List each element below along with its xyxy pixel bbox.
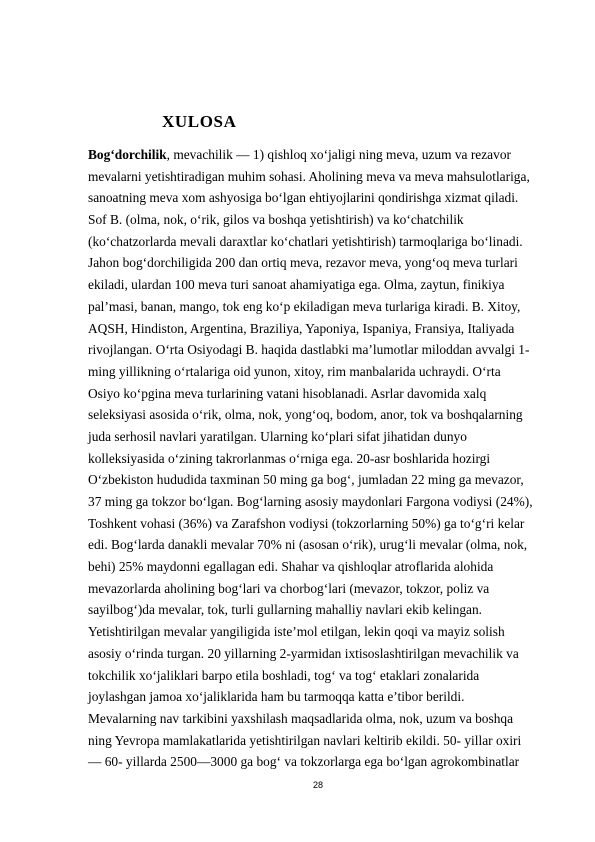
page-number: 28	[312, 780, 323, 790]
text-line: joylashgan jamoa xo‘jaliklarida ham bu tarmoqqa katta e’tibor berildi.	[88, 689, 465, 705]
page-title: XULOSA	[162, 112, 237, 131]
defined-term: Bog‘dorchilik	[88, 147, 167, 162]
text-line: seleksiyasi asosida o‘rik, olma, nok, yong‘oq, bodom, anor, tok va boshqalarning	[88, 407, 523, 423]
body-text	[88, 144, 558, 773]
text-line: pal’masi, banan, mango, tok eng ko‘p ekiladigan meva turlariga kiradi. B. Xitoy,	[88, 298, 521, 314]
text-line: 37 ming ga tokzor bo‘lgan. Bog‘larning asosiy maydonlari Fargona vodiysi (24%),	[88, 494, 533, 509]
text-line: Sof B. (olma, nok, o‘rik, gilos va boshqa yetishtirish) va ko‘chatchilik	[88, 212, 464, 228]
text-line: Yetishtirilgan mevalar yangiligida iste’mol etilgan, lekin qoqi va mayiz solish	[88, 624, 505, 640]
text-line: rivojlangan. O‘rta Osiyodagi B. haqida dastlabki ma’lumotlar miloddan avvalgi 1-	[88, 342, 530, 358]
text-line: asosiy o‘rinda turgan. 20 yillarning 2-yarmidan ixtisoslashtirilgan mevachilik va	[88, 645, 519, 661]
text-line: mevazorlarda aholining bog‘lari va chorbog‘lari (mevazor, tokzor, poliz va	[88, 580, 490, 596]
text-line: Jahon bog‘dorchiligida 200 dan ortiq meva, rezavor meva, yong‘oq meva turlari	[88, 255, 518, 271]
text-line: mevalarni yetishtiradigan muhim sohasi. Aholining meva va meva mahsulotlariga,	[88, 168, 530, 184]
text-line: Mevalarning nav tarkibini yaxshilash maqsadlarida olma, nok, uzum va boshqa	[88, 710, 514, 726]
text-line-1	[88, 144, 558, 166]
text-line: — 60- yillarda 2500—3000 ga bog‘ va tokzorlarga ega bo‘lgan agrokombinatlar	[88, 754, 520, 770]
text-line: sayilbog‘)da mevalar, tok, turli gullarning mahalliy navlari ekib kelingan.	[88, 602, 483, 618]
text-line: edi. Bog‘larda danakli mevalar 70% ni (asosan o‘rik), urug‘li mevalar (olma, nok,	[88, 537, 528, 553]
text-line: O‘zbekiston hududida taxminan 50 ming ga bog‘, jumladan 22 ming ga mevazor,	[88, 472, 524, 488]
text-line: ekiladi, ulardan 100 meva turi sanoat ahamiyatiga ega. Olma, zaytun, finikiya	[88, 277, 505, 293]
text-line-1-rest: , mevachilik — 1) qishloq xo‘jaligi ning meva, uzum va rezavor	[166, 147, 511, 162]
text-line: Toshkent vohasi (36%) va Zarafshon vodiysi (tokzorlarning 50%) ga to‘g‘ri kelar	[88, 515, 525, 531]
text-line: sanoatning meva xom ashyosiga bo‘lgan ehtiyojlarini qondirishga xizmat qiladi.	[88, 190, 519, 206]
text-line: ning Yevropa mamlakatlarida yetishtirilgan navlari keltirib ekildi. 50- yillar oxiri	[88, 732, 522, 748]
text-line: behi) 25% maydonni egallagan edi. Shahar va qishloqlar atroflarida alohida	[88, 559, 494, 575]
text-line: juda serhosil navlari yaratilgan. Ularning ko‘plari sifat jihatidan dunyo	[88, 428, 467, 444]
text-line: tokchilik xo‘jaliklari barpo etila boshladi, tog‘ va tog‘ etaklari zonalarida	[88, 667, 480, 683]
text-line: AQSH, Hindiston, Argentina, Braziliya, Yaponiya, Ispaniya, Fransiya, Italiyada	[88, 320, 515, 336]
text-line: ming yillikning o‘rtalariga oid yunon, xitoy, rim manbalarida uchraydi. O‘rta	[88, 363, 501, 379]
text-line: Osiyo ko‘pgina meva turlarining vatani hisoblanadi. Asrlar davomida xalq	[88, 385, 487, 401]
text-line: kolleksiyasida o‘zining takrorlanmas o‘rniga ega. 20-asr boshlarida hozirgi	[88, 450, 491, 466]
text-line: (ko‘chatzorlarda mevali daraxtlar ko‘chatlari yetishtirish) tarmoqlariga bo‘linadi.	[88, 233, 523, 249]
